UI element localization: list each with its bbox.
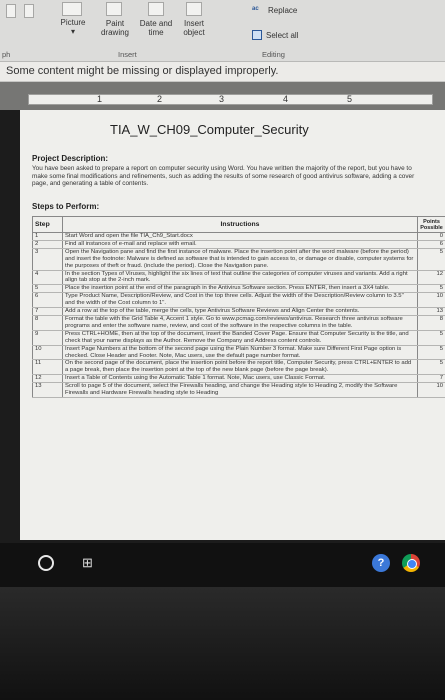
table-row [33,375,445,383]
ruler-area [0,82,445,110]
step-number: 6 [33,293,63,308]
ruler-mark: 3 [219,94,225,104]
table-row [33,233,445,241]
step-points: 5 [418,345,445,360]
table-row [33,270,445,285]
compatibility-warning-bar [0,62,445,82]
replace-icon: ac [252,6,259,12]
document-title: TIA_W_CH09_Computer_Security [110,122,309,137]
step-number: 8 [33,315,63,330]
step-instructions: Press CTRL+HOME, then at the top of the document, insert the Banded Cover Page. Ensure that Computer Security is the title, and check that your name displays as the Author. Remove the Company and Address content controls. [63,330,418,345]
step-instructions: Place the insertion point at the end of the paragraph in the Antivirus Software section. Press ENTER, then insert a 3X4 table. [63,285,418,293]
step-number: 11 [33,360,63,375]
table-row [33,285,445,293]
header-instructions: Instructions [63,217,418,233]
step-instructions: Open the Navigation pane and find the first instance of malware. Place the insertion point after the word malware (before the period) and insert the footnote: Malware is defined as software that is intended to gain access to, or damage or disable, computer systems for the purposes of theft or fraud. (include the period). Close the Navigation pane. [63,248,418,270]
help-icon[interactable]: ? [372,554,390,572]
step-points: 0 [418,233,445,241]
table-row [33,383,445,398]
picture-icon [62,2,82,16]
step-points: 13 [418,308,445,316]
step-instructions: Add a row at the top of the table, merge the cells, type Antivirus Software Reviews and Align Center the contents. [63,308,418,316]
replace-button[interactable]: Replace [268,6,298,15]
step-instructions: Type Product Name, Description/Review, and Cost in the top three cells. Adjust the width of the Description/Review column to 3.5" and the width of the Cost column to 1". [63,293,418,308]
step-points: 5 [418,330,445,345]
step-instructions: Scroll to page 5 of the document, select the Firewalls heading, and change the Heading style to Heading 2, modify the Software Firewalls and Hardware Firewalls heading style to Heading [63,383,418,398]
text-icon [24,4,34,18]
picture-label: Picture [60,18,86,27]
insert-object-button[interactable]: Insert object [183,19,205,37]
ribbon-group-ph: ph [2,50,11,59]
step-points: 6 [418,240,445,248]
step-instructions: Insert Page Numbers at the bottom of the second page using the Plain Number 3 format. Make sure Different First Page option is checked. Close Header and Footer. Note, Mac users, use the default page number format. [63,345,418,360]
ribbon-group-editing: Editing [262,50,285,59]
ribbon-toolbar [0,0,445,62]
step-number: 4 [33,270,63,285]
ruler-mark: 4 [283,94,289,104]
step-number: 1 [33,233,63,241]
step-instructions: In the section Types of Viruses, highlight the six lines of text that outline the categories of computer viruses and variants. Add a right align tab stop at the 2-inch mark. [63,270,418,285]
step-number: 9 [33,330,63,345]
insert-picture-button[interactable] [56,18,90,36]
select-all-button[interactable]: Select all [266,31,299,40]
table-row [33,240,445,248]
chrome-icon[interactable] [402,554,420,572]
ruler-mark: 1 [97,94,103,104]
paint-icon [106,2,122,16]
project-description-label: Project Description: [32,154,109,163]
header-points: Points Possible [418,217,445,233]
step-points: 12 [418,270,445,285]
object-icon [186,2,202,16]
document-page[interactable] [20,110,445,540]
step-number: 13 [33,383,63,398]
calendar-icon [148,2,164,16]
step-number: 12 [33,375,63,383]
task-view-icon[interactable]: ⊞ [82,555,93,570]
step-points: 10 [418,293,445,308]
table-row [33,293,445,308]
dropdown-arrow-icon: ▾ [70,27,75,36]
step-instructions: On the second page of the document, place the insertion point before the report title, Computer Security, press CTRL+ENTER to add a page break, then place the insertion point at the top of the new blank page (before the page break). [63,360,418,375]
step-points: 7 [418,375,445,383]
step-points: 5 [418,360,445,375]
ruler-mark: 2 [157,94,163,104]
step-points: 8 [418,315,445,330]
step-instructions: Insert a Table of Contents using the Automatic Table 1 format. Note, Mac users, use Classic Format. [63,375,418,383]
steps-label: Steps to Perform: [32,202,100,211]
step-points: 5 [418,285,445,293]
step-points: 5 [418,248,445,270]
table-row [33,248,445,270]
select-all-icon [252,30,262,40]
pin-icon [6,4,16,18]
project-description-text: You have been asked to prepare a report on computer security using Word. You have written the majority of the report, but you have to make some final modifications and refinements, such as adding the results of some research of good antivirus software, adding a cover page, and generating a table of contents. [32,165,415,188]
paint-drawing-button[interactable]: Paint drawing [100,19,129,37]
horizontal-ruler[interactable] [28,94,433,105]
taskbar [0,543,445,587]
desk-surface [0,587,445,700]
step-instructions: Find all instances of e-mail and replace with email. [63,240,418,248]
step-number: 10 [33,345,63,360]
table-row [33,360,445,375]
date-time-button[interactable]: Date and time [139,19,173,37]
step-points: 10 [418,383,445,398]
step-instructions: Format the table with the Grid Table 4, Accent 1 style. Go to www.pcmag.com/reviews/antivirus. Research three antivirus software programs and enter the software name, review, and cost of the software in the respective columns in the table. [63,315,418,330]
steps-table [32,216,445,398]
step-number: 5 [33,285,63,293]
table-row [33,315,445,330]
table-row [33,345,445,360]
search-circle-icon[interactable] [38,555,54,571]
step-number: 3 [33,248,63,270]
table-row [33,308,445,316]
step-number: 7 [33,308,63,316]
ribbon-group-insert: Insert [118,50,137,59]
header-step: Step [33,217,63,233]
warning-text: Some content might be missing or displayed improperly. [6,65,279,77]
table-row [33,330,445,345]
ruler-mark: 5 [347,94,353,104]
step-instructions: Start Word and open the file TIA_Ch9_Start.docx [63,233,418,241]
step-number: 2 [33,240,63,248]
